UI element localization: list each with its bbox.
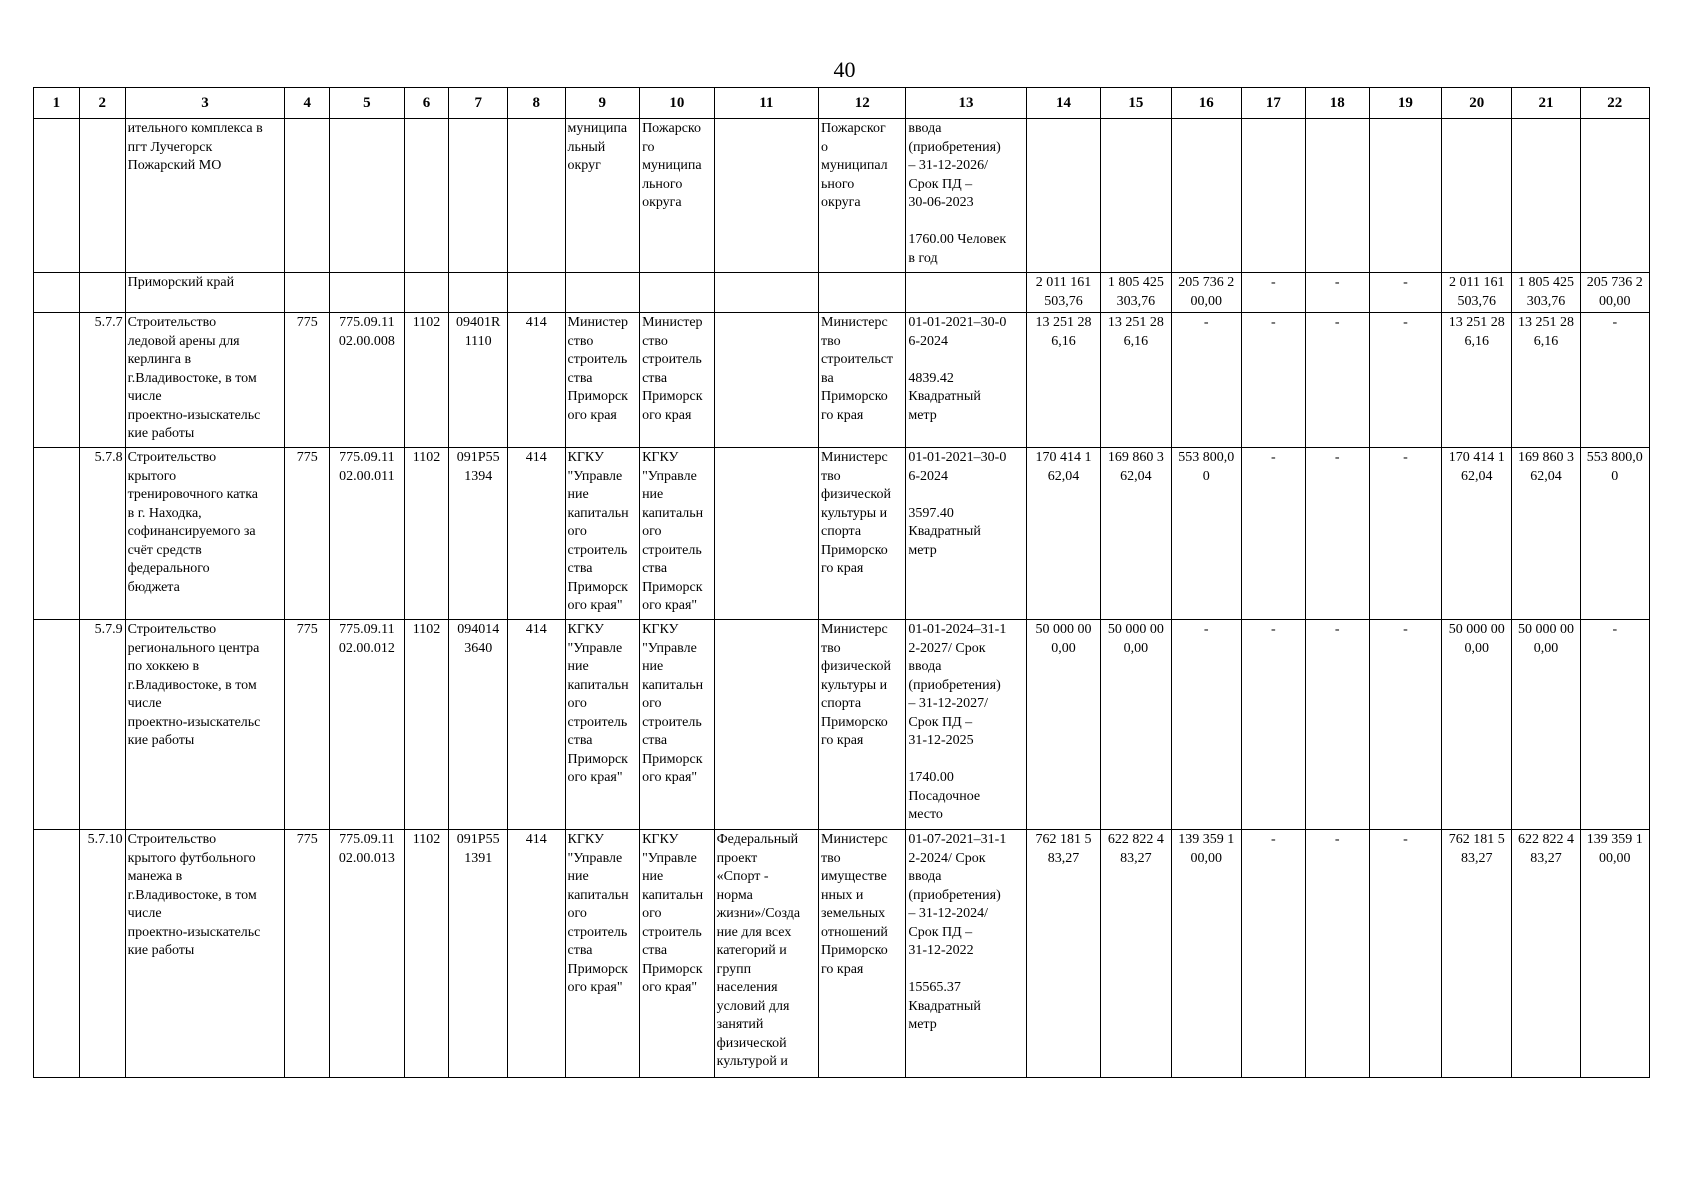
table-cell: 1102 bbox=[404, 620, 449, 830]
table-cell bbox=[1442, 119, 1512, 273]
table-cell: - bbox=[1241, 830, 1305, 1078]
table-cell: 50 000 00 0,00 bbox=[1442, 620, 1512, 830]
table-cell: 775 bbox=[285, 313, 330, 448]
header-cell: 22 bbox=[1580, 88, 1649, 119]
table-cell: 414 bbox=[507, 448, 565, 620]
table-cell: Федеральный проект «Спорт - норма жизни»/Созда ние для всех категорий и групп населения условий для занятий физической культурой и bbox=[714, 830, 818, 1078]
table-cell: 762 181 5 83,27 bbox=[1026, 830, 1101, 1078]
header-cell: 19 bbox=[1369, 88, 1441, 119]
table-cell: - bbox=[1241, 620, 1305, 830]
table-cell: 2 011 161 503,76 bbox=[1026, 273, 1101, 313]
table-cell: 169 860 3 62,04 bbox=[1101, 448, 1171, 620]
header-cell: 21 bbox=[1512, 88, 1580, 119]
table-cell bbox=[819, 273, 906, 313]
table-cell: 775.09.11 02.00.013 bbox=[330, 830, 405, 1078]
table-cell: 170 414 1 62,04 bbox=[1442, 448, 1512, 620]
table-cell bbox=[34, 830, 80, 1078]
table-cell: 091P55 1394 bbox=[449, 448, 508, 620]
table-cell: КГКУ "Управле ние капитальн ого строитель ства Приморск ого края" bbox=[640, 448, 715, 620]
header-cell: 11 bbox=[714, 88, 818, 119]
table-cell: 091P55 1391 bbox=[449, 830, 508, 1078]
header-cell: 6 bbox=[404, 88, 449, 119]
table-cell: 5.7.7 bbox=[79, 313, 125, 448]
table-cell: - bbox=[1305, 273, 1369, 313]
table-cell: 139 359 1 00,00 bbox=[1171, 830, 1241, 1078]
header-cell: 3 bbox=[125, 88, 285, 119]
table-cell: 762 181 5 83,27 bbox=[1442, 830, 1512, 1078]
table-cell: - bbox=[1305, 313, 1369, 448]
table-cell bbox=[285, 273, 330, 313]
table-cell: муниципа льный округ bbox=[565, 119, 640, 273]
table-cell: 13 251 28 6,16 bbox=[1101, 313, 1171, 448]
table-cell: 169 860 3 62,04 bbox=[1512, 448, 1580, 620]
table-cell: - bbox=[1305, 830, 1369, 1078]
table-cell: 5.7.9 bbox=[79, 620, 125, 830]
table-cell: 414 bbox=[507, 313, 565, 448]
table-cell bbox=[404, 119, 449, 273]
header-cell: 7 bbox=[449, 88, 508, 119]
table-cell: 09401R 1110 bbox=[449, 313, 508, 448]
table-cell: Строительство ледовой арены для керлинга в г.Владивостоке, в том числе проектно-изыскательс кие работы bbox=[125, 313, 285, 448]
table-cell bbox=[1101, 119, 1171, 273]
table-cell bbox=[1241, 119, 1305, 273]
table-cell: 13 251 28 6,16 bbox=[1442, 313, 1512, 448]
table-row bbox=[34, 313, 1650, 448]
page-number: 40 bbox=[833, 57, 856, 82]
header-cell: 8 bbox=[507, 88, 565, 119]
table-cell: - bbox=[1369, 448, 1441, 620]
table-cell bbox=[34, 273, 80, 313]
table-cell bbox=[565, 273, 640, 313]
table-cell: Строительство регионального центра по хоккею в г.Владивостоке, в том числе проектно-изыскательс кие работы bbox=[125, 620, 285, 830]
table-row bbox=[34, 448, 1650, 620]
table-cell bbox=[404, 273, 449, 313]
table-cell bbox=[1026, 119, 1101, 273]
table-cell: КГКУ "Управле ние капитальн ого строитель ства Приморск ого края" bbox=[640, 620, 715, 830]
table-cell: 1 805 425 303,76 bbox=[1101, 273, 1171, 313]
table-cell: 1102 bbox=[404, 830, 449, 1078]
table-cell: Строительство крытого футбольного манежа в г.Владивостоке, в том числе проектно-изыскательс кие работы bbox=[125, 830, 285, 1078]
table-cell: Пожарског о муниципал ьного округа bbox=[819, 119, 906, 273]
table-cell bbox=[34, 119, 80, 273]
table-cell bbox=[714, 119, 818, 273]
table-cell bbox=[34, 448, 80, 620]
header-cell: 10 bbox=[640, 88, 715, 119]
table-cell: 01-07-2021–31-1 2-2024/ Срок ввода (приобретения) – 31-12-2024/ Срок ПД – 31-12-2022 15565.37 Квадратный метр bbox=[906, 830, 1026, 1078]
table-cell: Министерс тво имуществе нных и земельных отношений Приморско го края bbox=[819, 830, 906, 1078]
table-cell bbox=[449, 273, 508, 313]
table-cell bbox=[714, 448, 818, 620]
table-cell: 553 800,0 0 bbox=[1171, 448, 1241, 620]
table-cell: 1 805 425 303,76 bbox=[1512, 273, 1580, 313]
table-cell bbox=[34, 313, 80, 448]
table-cell bbox=[714, 313, 818, 448]
table-cell: 01-01-2021–30-0 6-2024 4839.42 Квадратный метр bbox=[906, 313, 1026, 448]
table-cell: 775 bbox=[285, 448, 330, 620]
table-cell: Министер ство строитель ства Приморск ого края bbox=[640, 313, 715, 448]
table-cell: - bbox=[1241, 448, 1305, 620]
table-cell bbox=[714, 620, 818, 830]
table-cell: 553 800,0 0 bbox=[1580, 448, 1649, 620]
table-cell: Министерс тво физической культуры и спорта Приморско го края bbox=[819, 448, 906, 620]
table-cell: 094014 3640 bbox=[449, 620, 508, 830]
table-cell: - bbox=[1580, 620, 1649, 830]
header-cell: 9 bbox=[565, 88, 640, 119]
header-cell: 16 bbox=[1171, 88, 1241, 119]
table-cell: - bbox=[1171, 620, 1241, 830]
table-cell: КГКУ "Управле ние капитальн ого строитель ства Приморск ого края" bbox=[565, 448, 640, 620]
header-cell: 17 bbox=[1241, 88, 1305, 119]
header-cell: 2 bbox=[79, 88, 125, 119]
table-cell: Министерс тво физической культуры и спорта Приморско го края bbox=[819, 620, 906, 830]
table-cell bbox=[79, 273, 125, 313]
header-cell: 13 bbox=[906, 88, 1026, 119]
table-cell: 2 011 161 503,76 bbox=[1442, 273, 1512, 313]
table-cell: 775.09.11 02.00.008 bbox=[330, 313, 405, 448]
table-cell: 1102 bbox=[404, 448, 449, 620]
table-cell bbox=[79, 119, 125, 273]
table-cell: Министер ство строитель ства Приморск ого края bbox=[565, 313, 640, 448]
table-cell: 1102 bbox=[404, 313, 449, 448]
table-cell: КГКУ "Управле ние капитальн ого строитель ства Приморск ого края" bbox=[640, 830, 715, 1078]
table-cell bbox=[714, 273, 818, 313]
table-cell bbox=[285, 119, 330, 273]
table-cell: - bbox=[1241, 273, 1305, 313]
table-cell: 775 bbox=[285, 620, 330, 830]
table-cell bbox=[640, 273, 715, 313]
table-cell: - bbox=[1241, 313, 1305, 448]
table-cell: КГКУ "Управле ние капитальн ого строитель ства Приморск ого края" bbox=[565, 620, 640, 830]
table-cell: 775 bbox=[285, 830, 330, 1078]
header-cell: 4 bbox=[285, 88, 330, 119]
table-cell: Приморский край bbox=[125, 273, 285, 313]
table-row bbox=[34, 273, 1650, 313]
header-cell: 15 bbox=[1101, 88, 1171, 119]
table-cell: 775.09.11 02.00.012 bbox=[330, 620, 405, 830]
table-cell bbox=[1305, 119, 1369, 273]
table-cell: 50 000 00 0,00 bbox=[1512, 620, 1580, 830]
table-cell: ительного комплекса в пгт Лучегорск Пожарский МО bbox=[125, 119, 285, 273]
table-cell: - bbox=[1305, 620, 1369, 830]
table-cell bbox=[449, 119, 508, 273]
table-cell: - bbox=[1580, 313, 1649, 448]
table-cell: 01-01-2024–31-1 2-2027/ Срок ввода (приобретения) – 31-12-2027/ Срок ПД – 31-12-2025 1740.00 Посадочное место bbox=[906, 620, 1026, 830]
table-cell: 622 822 4 83,27 bbox=[1101, 830, 1171, 1078]
table-cell bbox=[1171, 119, 1241, 273]
table-cell: 622 822 4 83,27 bbox=[1512, 830, 1580, 1078]
table-cell: - bbox=[1369, 620, 1441, 830]
table-cell bbox=[1512, 119, 1580, 273]
table-cell: ввода (приобретения) – 31-12-2026/ Срок ПД – 30-06-2023 1760.00 Человек в год bbox=[906, 119, 1026, 273]
table-cell bbox=[330, 273, 405, 313]
table-cell: 13 251 28 6,16 bbox=[1026, 313, 1101, 448]
table-cell bbox=[1580, 119, 1649, 273]
table-cell: 139 359 1 00,00 bbox=[1580, 830, 1649, 1078]
table-cell: - bbox=[1369, 830, 1441, 1078]
table-cell bbox=[507, 119, 565, 273]
table-cell: Пожарско го муниципа льного округа bbox=[640, 119, 715, 273]
table-cell: 5.7.8 bbox=[79, 448, 125, 620]
table-cell: 775.09.11 02.00.011 bbox=[330, 448, 405, 620]
table-row bbox=[34, 830, 1650, 1078]
header-row bbox=[34, 88, 1650, 119]
table-cell: 414 bbox=[507, 830, 565, 1078]
table-cell: 5.7.10 bbox=[79, 830, 125, 1078]
table-cell: - bbox=[1369, 313, 1441, 448]
header-cell: 20 bbox=[1442, 88, 1512, 119]
header-cell: 14 bbox=[1026, 88, 1101, 119]
table-cell bbox=[906, 273, 1026, 313]
header-cell: 12 bbox=[819, 88, 906, 119]
table-cell bbox=[34, 620, 80, 830]
table-cell: 13 251 28 6,16 bbox=[1512, 313, 1580, 448]
table-cell: 50 000 00 0,00 bbox=[1101, 620, 1171, 830]
header-cell: 1 bbox=[34, 88, 80, 119]
header-cell: 5 bbox=[330, 88, 405, 119]
table-row bbox=[34, 620, 1650, 830]
table-cell: 01-01-2021–30-0 6-2024 3597.40 Квадратный метр bbox=[906, 448, 1026, 620]
table-cell: - bbox=[1369, 273, 1441, 313]
table-cell bbox=[330, 119, 405, 273]
budget-table bbox=[33, 87, 1650, 1078]
table-cell: 205 736 2 00,00 bbox=[1580, 273, 1649, 313]
table-cell: 205 736 2 00,00 bbox=[1171, 273, 1241, 313]
table-cell bbox=[1369, 119, 1441, 273]
header-cell: 18 bbox=[1305, 88, 1369, 119]
table-cell: КГКУ "Управле ние капитальн ого строитель ства Приморск ого края" bbox=[565, 830, 640, 1078]
table-cell: 414 bbox=[507, 620, 565, 830]
table-cell: - bbox=[1171, 313, 1241, 448]
table-cell: 170 414 1 62,04 bbox=[1026, 448, 1101, 620]
table-cell bbox=[507, 273, 565, 313]
table-cell: Министерс тво строительст ва Приморско го края bbox=[819, 313, 906, 448]
table-cell: 50 000 00 0,00 bbox=[1026, 620, 1101, 830]
table-cell: Строительство крытого тренировочного катка в г. Находка, софинансируемого за счёт средств федерального бюджета bbox=[125, 448, 285, 620]
table-row bbox=[34, 119, 1650, 273]
table-cell: - bbox=[1305, 448, 1369, 620]
